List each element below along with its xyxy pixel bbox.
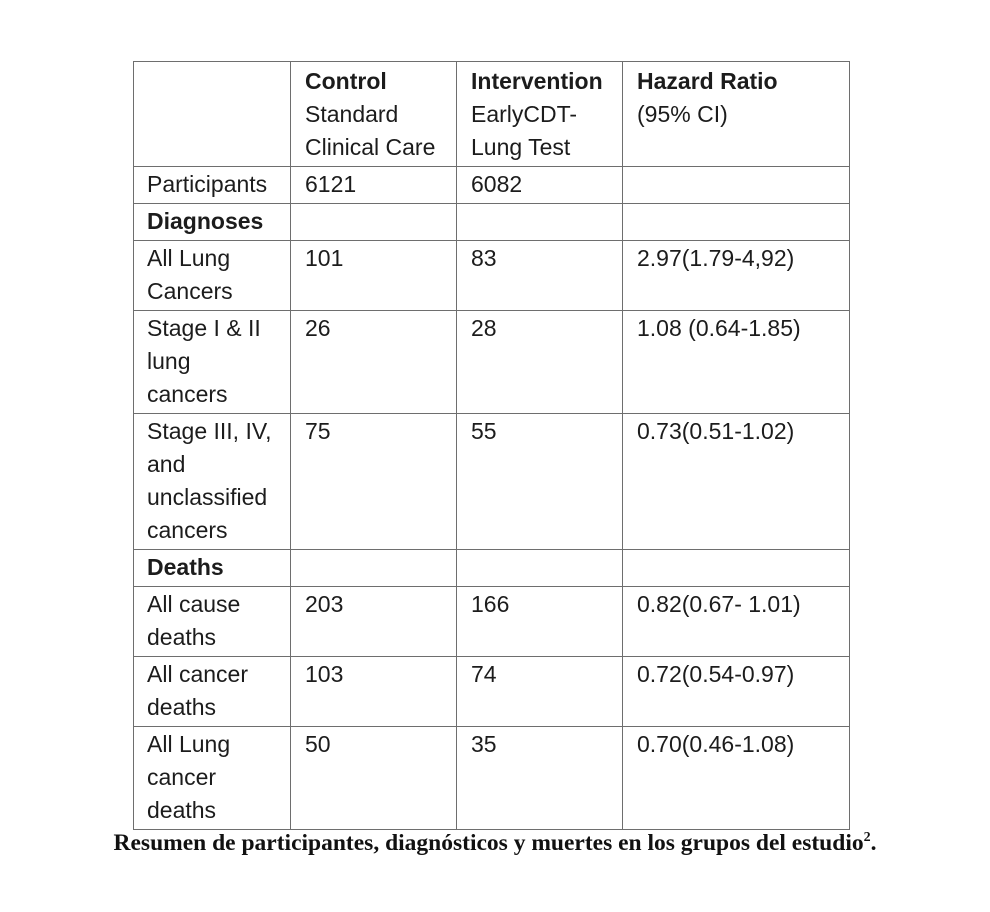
row-label-line: All cancer (147, 661, 248, 687)
table-row (134, 727, 850, 830)
row-label (134, 727, 291, 830)
row-label-line: cancers (147, 381, 228, 407)
caption-citation: 2 (863, 830, 871, 846)
row-label-line: lung (147, 348, 191, 374)
cell-control: 203 (291, 587, 457, 657)
row-label-line: Stage III, IV, (147, 418, 272, 444)
row-label-line: All cause (147, 591, 241, 617)
row-label-line: cancers (147, 517, 228, 543)
cell-control: 26 (291, 311, 457, 414)
cell-hazard-ratio: 0.73(0.51-1.02) (623, 414, 850, 550)
cell-intervention: 28 (457, 311, 623, 414)
cell-hazard-ratio: 1.08 (0.64-1.85) (623, 311, 850, 414)
header-intervention (457, 62, 623, 167)
row-label-line: unclassified (147, 484, 268, 510)
cell-control: 75 (291, 414, 457, 550)
table-row (134, 414, 850, 550)
cell-control: 6121 (291, 167, 457, 204)
row-label-line: Cancers (147, 278, 233, 304)
empty-cell (623, 204, 850, 241)
row-label-line: All Lung (147, 731, 231, 757)
row-label (134, 414, 291, 550)
cell-intervention: 6082 (457, 167, 623, 204)
row-label-line: deaths (147, 694, 217, 720)
caption-suffix: . (870, 830, 877, 856)
row-label-line: All Lung (147, 245, 231, 271)
header-control-line: Standard (305, 101, 399, 127)
header-control (291, 62, 457, 167)
cell-control: 103 (291, 657, 457, 727)
section-row-deaths (134, 550, 850, 587)
cell-intervention: 55 (457, 414, 623, 550)
cell-hazard-ratio: 0.70(0.46-1.08) (623, 727, 850, 830)
table-row (134, 657, 850, 727)
cell-hazard-ratio: 0.82(0.67- 1.01) (623, 587, 850, 657)
table-row (134, 241, 850, 311)
table-header-row (134, 62, 850, 167)
empty-cell (457, 550, 623, 587)
row-label (134, 311, 291, 414)
study-results-table (133, 61, 850, 830)
row-label-line: cancer (147, 764, 217, 790)
cell-hazard-ratio (623, 167, 850, 204)
table-row (134, 587, 850, 657)
header-intervention-title: Intervention (471, 68, 603, 94)
header-intervention-line: EarlyCDT- (471, 101, 578, 127)
header-hazard-ratio-title: Hazard Ratio (637, 68, 778, 94)
table-row (134, 311, 850, 414)
empty-cell (623, 550, 850, 587)
results-table-container (133, 61, 850, 830)
header-control-line: Clinical Care (305, 134, 436, 160)
section-label-diagnoses: Diagnoses (134, 204, 291, 241)
cell-intervention: 166 (457, 587, 623, 657)
section-label-deaths: Deaths (134, 550, 291, 587)
cell-control: 50 (291, 727, 457, 830)
header-hazard-ratio-line: (95% CI) (637, 101, 728, 127)
cell-control: 101 (291, 241, 457, 311)
table-caption (0, 830, 990, 857)
header-empty-cell (134, 62, 291, 167)
header-control-title: Control (305, 68, 387, 94)
empty-cell (291, 550, 457, 587)
cell-intervention: 74 (457, 657, 623, 727)
row-label: Participants (134, 167, 291, 204)
empty-cell (457, 204, 623, 241)
empty-cell (291, 204, 457, 241)
row-label (134, 657, 291, 727)
cell-intervention: 83 (457, 241, 623, 311)
cell-hazard-ratio: 0.72(0.54-0.97) (623, 657, 850, 727)
row-label (134, 587, 291, 657)
table-row-participants (134, 167, 850, 204)
cell-intervention: 35 (457, 727, 623, 830)
header-intervention-line: Lung Test (471, 134, 571, 160)
row-label-line: deaths (147, 624, 217, 650)
row-label-line: deaths (147, 797, 217, 823)
section-row-diagnoses (134, 204, 850, 241)
header-hazard-ratio (623, 62, 850, 167)
caption-text: Resumen de participantes, diagnósticos y muertes en los grupos del estudio (113, 830, 864, 856)
cell-hazard-ratio: 2.97(1.79-4,92) (623, 241, 850, 311)
row-label-line: and (147, 451, 186, 477)
row-label-line: Stage I & II (147, 315, 261, 341)
row-label (134, 241, 291, 311)
